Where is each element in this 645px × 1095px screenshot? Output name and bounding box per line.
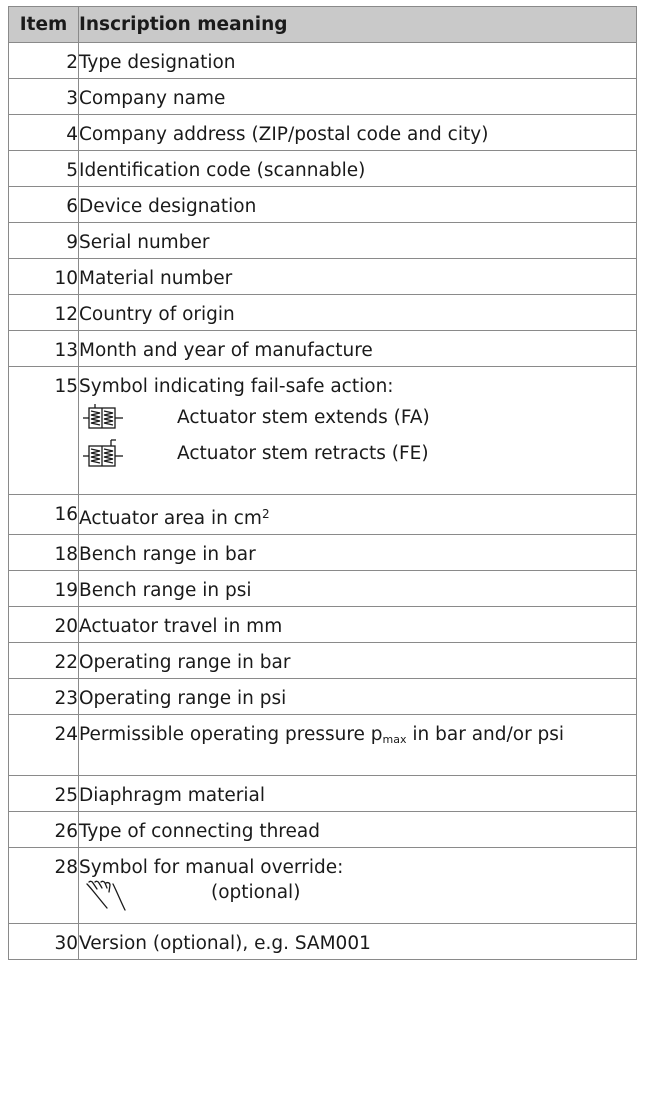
item-number: 10 [9, 259, 79, 295]
table-row [9, 812, 637, 848]
manual-override-optional: (optional) [211, 882, 301, 903]
table-row [9, 679, 637, 715]
item-meaning-text: Permissible operating pressure p [79, 724, 383, 745]
item-meaning: Bench range in psi [79, 571, 637, 607]
item-meaning: Month and year of manufacture [79, 331, 637, 367]
item-number: 26 [9, 812, 79, 848]
manual-override-hand-icon [79, 880, 211, 921]
item-number: 25 [9, 776, 79, 812]
item-meaning-text-tail: in bar and/or psi [406, 724, 565, 745]
item-number: 13 [9, 331, 79, 367]
table-row [9, 776, 637, 812]
table-row [9, 495, 637, 535]
item-meaning: Serial number [79, 223, 637, 259]
manual-override-heading: Symbol for manual override: [79, 857, 344, 878]
table-row [9, 295, 637, 331]
fail-safe-stem-retracts-icon [79, 438, 177, 468]
table-row [9, 115, 637, 151]
item-number: 15 [9, 367, 79, 495]
table-row [9, 535, 637, 571]
item-number: 16 [9, 495, 79, 535]
item-meaning: Type of connecting thread [79, 812, 637, 848]
item-number: 23 [9, 679, 79, 715]
item-meaning-text: Actuator area in cm [79, 508, 262, 529]
table-row [9, 715, 637, 776]
table-row [9, 79, 637, 115]
item-meaning: Company name [79, 79, 637, 115]
fail-safe-stem-extends-icon [79, 404, 177, 430]
table-row [9, 223, 637, 259]
header-item: Item [9, 7, 79, 43]
item-number: 20 [9, 607, 79, 643]
item-meaning: Material number [79, 259, 637, 295]
item-meaning [79, 367, 637, 495]
item-number: 4 [9, 115, 79, 151]
table-header-row [9, 7, 637, 43]
table-row [9, 331, 637, 367]
item-number: 19 [9, 571, 79, 607]
item-number: 3 [9, 79, 79, 115]
table-row [9, 848, 637, 924]
item-number: 5 [9, 151, 79, 187]
table-row [9, 43, 637, 79]
item-number: 18 [9, 535, 79, 571]
fail-safe-heading: Symbol indicating fail-safe action: [79, 376, 394, 397]
item-meaning: Operating range in bar [79, 643, 637, 679]
item-meaning: Type designation [79, 43, 637, 79]
item-meaning: Actuator travel in mm [79, 607, 637, 643]
fail-safe-fa-entry [79, 399, 636, 435]
item-number: 22 [9, 643, 79, 679]
item-meaning: Diaphragm material [79, 776, 637, 812]
item-number: 12 [9, 295, 79, 331]
item-meaning: Version (optional), e.g. SAM001 [79, 924, 637, 960]
table-row [9, 924, 637, 960]
table-row [9, 259, 637, 295]
item-number: 9 [9, 223, 79, 259]
item-meaning: Device designation [79, 187, 637, 223]
item-meaning [79, 715, 637, 776]
item-meaning: Bench range in bar [79, 535, 637, 571]
table-row [9, 151, 637, 187]
item-meaning: Operating range in psi [79, 679, 637, 715]
fail-safe-fe-entry [79, 435, 636, 471]
fail-safe-fa-label: Actuator stem extends (FA) [177, 406, 430, 428]
item-meaning: Company address (ZIP/postal code and city) [79, 115, 637, 151]
table-row [9, 571, 637, 607]
table-row [9, 187, 637, 223]
table-row [9, 607, 637, 643]
table-row [9, 643, 637, 679]
table-row [9, 367, 637, 495]
item-meaning: Identification code (scannable) [79, 151, 637, 187]
item-meaning [79, 848, 637, 924]
item-meaning [79, 495, 637, 535]
fail-safe-fe-label: Actuator stem retracts (FE) [177, 442, 429, 464]
subscript: max [382, 733, 407, 746]
item-number: 28 [9, 848, 79, 924]
item-meaning: Country of origin [79, 295, 637, 331]
inscription-table [8, 6, 637, 960]
item-number: 24 [9, 715, 79, 776]
manual-override-entry [79, 880, 636, 916]
superscript: 2 [261, 507, 270, 521]
header-meaning: Inscription meaning [79, 7, 637, 43]
item-number: 2 [9, 43, 79, 79]
item-number: 30 [9, 924, 79, 960]
item-number: 6 [9, 187, 79, 223]
